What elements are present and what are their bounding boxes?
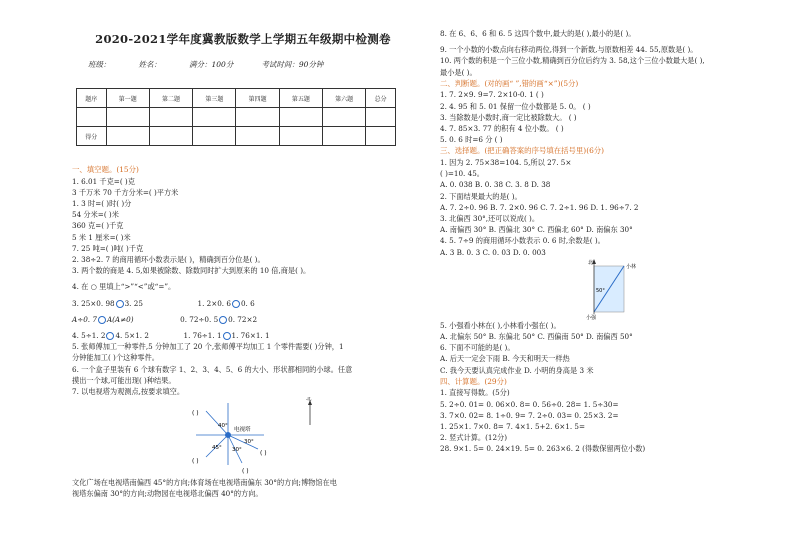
score-cell <box>193 127 236 146</box>
compare-circle[interactable] <box>106 332 114 340</box>
right-column <box>440 28 780 455</box>
score-header: 第五题 <box>279 89 322 108</box>
question-line: 1. 25×1. 7×0. 8= 7. 4×1. 5+2. 6×1. 5= <box>440 422 586 432</box>
compare-expr: 4. 5÷1. 2 <box>72 331 106 341</box>
compare-expr: 3. 25 <box>124 298 143 308</box>
score-header: 第一题 <box>106 89 149 108</box>
score-cell <box>236 127 279 146</box>
score-cell <box>323 127 366 146</box>
score-row-label: 得分 <box>77 127 107 146</box>
score-cell <box>236 108 279 127</box>
north-label: 北 <box>306 397 312 403</box>
question-line: 2. 下面结果最大的是( )。 <box>440 191 522 201</box>
question-line: 9. 一个小数的小数点向右移动两位,得到一个新数,与原数相差 44. 55,原数是( )。 <box>440 45 698 55</box>
score-value-row <box>77 127 396 146</box>
compare-expr: 3. 25×0. 98 <box>72 298 115 308</box>
compare-expr: 0. 72÷0. 5 <box>180 314 219 324</box>
section-fill-blank: 一、填空题。(15分) <box>72 165 139 174</box>
angle-30a: 30° <box>232 447 242 454</box>
angle-30b: 30° <box>244 439 254 446</box>
compare-circle[interactable] <box>232 300 240 308</box>
blank-s: ( ) <box>242 468 249 476</box>
tower-point <box>225 432 231 438</box>
question-line: 28. 9×1. 5= 0. 24×19. 5= 0. 263×6. 2 (得数保留两位小数) <box>440 444 646 454</box>
score-blank-row <box>77 108 396 127</box>
compare-row <box>72 330 414 341</box>
name-field[interactable]: 姓名： <box>138 60 161 69</box>
score-cell <box>193 108 236 127</box>
compare-expr: 0. 6 <box>240 298 255 308</box>
section-choice: 三、选择题。(把正确答案的序号填在括号里)(6分) <box>440 146 605 156</box>
score-cell <box>149 127 192 146</box>
question-line: 5. 2÷0. 01= 0. 06×0. 8= 0. 56÷0. 28= 1. 5÷30= <box>440 399 619 409</box>
question-line: 1. 3 时=( )时( )分 <box>72 199 132 208</box>
forest-label: 小林 <box>626 263 637 270</box>
north-label: 北 <box>588 259 594 266</box>
question-line: 7. 25 吨=( )吨( )千克 <box>72 243 144 253</box>
direction-svg <box>580 258 640 320</box>
question-line: 10. 两个数的积是一个三位小数,精确到百分位后约为 3. 58,这个三位小数最大是( ), <box>440 56 705 66</box>
score-header-row <box>77 89 396 108</box>
question-line: 1. 6.01 千克=( )克 <box>72 176 135 186</box>
question-line: A. 3 B. 0. 3 C. 0. 03 D. 0. 003 <box>440 247 546 257</box>
score-cell <box>106 127 149 146</box>
question-line: 7. 以电视塔为观测点,按要求填空。 <box>72 387 185 397</box>
section-calc: 四、计算题。(29分) <box>440 376 507 386</box>
page-title: 2020-2021学年度冀教版数学上学期五年级期中检测卷 <box>95 32 391 46</box>
question-line: 2. 38÷2. 7 的商用循环小数表示是( )，精确到百分位是( )。 <box>72 255 265 265</box>
question-line: 3. 两个数的商是 4. 5,如果被除数、除数同时扩大到原来的 10 倍,商是( )。 <box>72 266 311 276</box>
question-line: 2. 竖式计算。(12分) <box>440 433 508 443</box>
score-header: 题序 <box>77 89 107 108</box>
class-field[interactable]: 班级： <box>88 60 111 69</box>
score-header: 第二题 <box>149 89 192 108</box>
blank-es: ( ) <box>260 450 267 458</box>
score-header: 第三题 <box>193 89 236 108</box>
section-judge: 二、判断题。(对的画“ ”,错的画“×”)(5分) <box>440 78 579 88</box>
compare-expr: 1. 76×1. 1 <box>231 331 270 341</box>
blank-sw: ( ) <box>192 458 199 466</box>
score-cell <box>279 108 322 127</box>
score-cell <box>323 108 366 127</box>
score-header: 第六题 <box>323 89 366 108</box>
question-line: 视塔东偏南 30°的方向;动物园在电视塔北偏西 40°的方向。 <box>72 489 263 499</box>
question-line: 4. 在 ○ 里填上“>”“<”或“=”。 <box>72 282 176 292</box>
full-score: 满分：100分 <box>189 60 234 69</box>
question-line: 摸出一个球,可能出现( )种结果。 <box>72 375 176 385</box>
score-cell <box>106 108 149 127</box>
compare-expr: 1. 2×0. 6 <box>197 298 231 308</box>
score-cell <box>366 127 396 146</box>
question-line: 5 米 1 厘米=( )米 <box>72 232 131 242</box>
person-label: 小强 <box>586 314 597 320</box>
exam-time: 考试时间：90分钟 <box>261 60 324 69</box>
question-line: 8. 在 6、6、6 和 6. 5 这四个数中,最大的是( ),最小的是( )。 <box>440 29 636 38</box>
score-header: 总分 <box>366 89 396 108</box>
score-cell <box>279 127 322 146</box>
compare-circle[interactable] <box>116 300 124 308</box>
compare-circle[interactable] <box>219 316 227 324</box>
question-line: ( )=10. 45。 <box>440 169 484 179</box>
question-line: 5. 小强看小林在( ),小林看小强在( )。 <box>440 320 561 330</box>
score-cell <box>149 108 192 127</box>
question-line: A. 南偏西 30° B. 西偏北 30° C. 西偏北 60° D. 南偏东 30° <box>440 225 633 235</box>
compare-expr: A÷0. 7 <box>72 314 97 324</box>
question-line: 1. 因为 2. 75×38=104. 5,所以 27. 5× <box>440 158 572 168</box>
question-line: 文化广场在电视塔南偏西 45°的方向;体育场在电视塔南偏东 30°的方向;博物馆在电 <box>72 478 337 488</box>
question-line: 3. 7×0. 02= 8. 1÷0. 9= 7. 2÷0. 03= 0. 25×3. 2= <box>440 410 619 420</box>
score-cell <box>77 108 107 127</box>
score-header: 第四题 <box>236 89 279 108</box>
question-line: 分钟能加工( )个这种零件。 <box>72 353 159 363</box>
compass-diagram <box>192 397 322 477</box>
question-line: 最小是( )。 <box>440 67 477 77</box>
question-line: A. 7. 2÷0. 96 B. 7. 2×0. 96 C. 7. 2÷1. 96 D. 1. 96÷7. 2 <box>440 202 639 212</box>
question-line: 5. 张师傅加工一种零件,5 分钟加工了 20 个,张师傅平均加工 1 个零件需要( )分钟，1 <box>72 342 344 352</box>
tower-label: 电视塔 <box>234 427 251 434</box>
compare-circle[interactable] <box>98 316 106 324</box>
question-line: 3. 当除数是小数时,商一定比被除数大。 ( ) <box>440 112 577 122</box>
student-info <box>88 59 414 70</box>
question-line: 1. 7. 2×9. 9=7. 2×10-0. 1 ( ) <box>440 90 544 100</box>
compare-expr: 0. 72×2 <box>228 314 258 324</box>
question-line: 54 分米=( )米 <box>72 210 119 220</box>
compare-circle[interactable] <box>223 332 231 340</box>
question-line: A. 0. 038 B. 0. 38 C. 3. 8 D. 38 <box>440 180 551 190</box>
score-table <box>76 88 396 146</box>
compass-svg <box>192 397 322 477</box>
left-column <box>72 28 414 500</box>
question-line: 4. 5. 7÷9 的商用循环小数表示 0. 6 时,余数是( )。 <box>440 236 605 246</box>
question-line: 3. 北偏西 30°,还可以说成( )。 <box>440 214 540 224</box>
question-line: C. 我今天要认真完成作业 D. 小明的身高是 3 米 <box>440 365 594 375</box>
angle-label: 50° <box>596 287 605 294</box>
question-line: A. 后天一定会下雨 B. 今天和明天一样热 <box>440 354 570 364</box>
question-line: 1. 直接写得数。(5分) <box>440 388 510 398</box>
compare-expr: A(A≠0) <box>106 314 134 324</box>
angle-45: 45° <box>212 445 222 452</box>
question-line: 360 克=( )千克 <box>72 221 124 231</box>
blank-nw: ( ) <box>192 410 199 418</box>
score-cell <box>366 108 396 127</box>
compare-expr: 4. 5×1. 2 <box>115 331 149 341</box>
angle-40: 40° <box>218 423 228 430</box>
question-line: 2. 4. 95 和 5. 01 保留一位小数都是 5. 0。 ( ) <box>440 101 591 111</box>
question-line: 6. 下面不可能的是( )。 <box>440 343 515 353</box>
compare-row <box>72 298 414 309</box>
question-line: 3 千万米 70 千方分米=( )平方米 <box>72 187 179 197</box>
compare-expr: 1. 76÷1. 1 <box>183 331 222 341</box>
direction-diagram <box>580 258 640 320</box>
question-line: 6. 一个盒子里装有 6 个球有数字 1、2、3、4、5、6 的大小、形状都相同的小球。任意 <box>72 364 353 374</box>
compare-row <box>72 314 414 325</box>
question-line: 5. 0. 6 时=6 分 ( ) <box>440 135 503 145</box>
question-line: A. 北偏东 50° B. 东偏北 50° C. 西偏南 50° D. 南偏西 50° <box>440 332 633 342</box>
question-line: 4. 7. 85×3. 77 的积有 4 位小数。 ( ) <box>440 124 564 134</box>
